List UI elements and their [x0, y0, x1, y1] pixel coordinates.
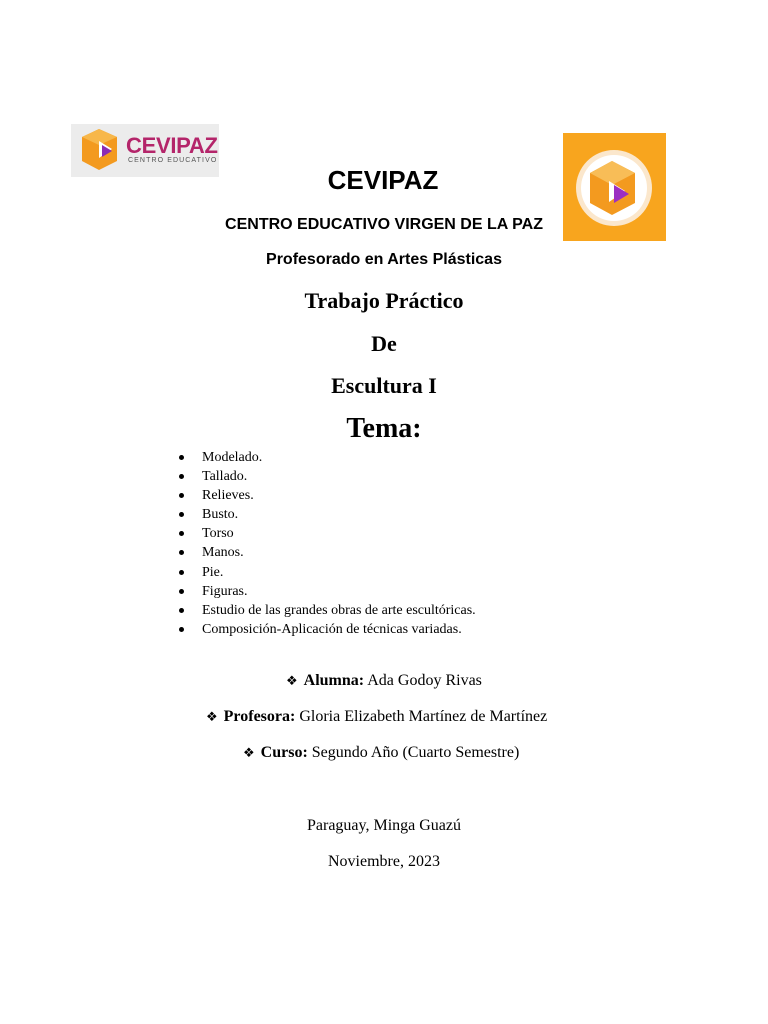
- bullet-icon: [179, 589, 184, 594]
- course-label: Curso:: [260, 744, 308, 761]
- topic-list: [176, 448, 676, 639]
- location-text: Paraguay, Minga Guazú: [306, 817, 462, 834]
- heading-trabajo-practico: Trabajo Práctico: [304, 288, 464, 313]
- list-item: [176, 620, 676, 639]
- diamond-bullet-icon: ❖: [243, 745, 255, 760]
- logo-subtitle-text: CENTRO EDUCATIVO: [128, 157, 218, 164]
- list-item: [176, 505, 676, 524]
- topic-heading: Tema:: [346, 413, 422, 444]
- bullet-icon: [179, 512, 184, 517]
- topic-text: Torso: [202, 526, 234, 542]
- topic-text: Manos.: [202, 545, 244, 561]
- page-title: CEVIPAZ: [327, 165, 439, 195]
- heading-subject: Escultura I: [331, 373, 437, 398]
- heading-de: De: [371, 331, 397, 356]
- cevipaz-cube-icon: [79, 127, 123, 173]
- institution-name: CENTRO EDUCATIVO VIRGEN DE LA PAZ: [225, 216, 543, 233]
- list-item: [176, 601, 676, 620]
- logo-brand-text: CEVIPAZ: [126, 133, 218, 158]
- list-item: [176, 563, 676, 582]
- date-text: Noviembre, 2023: [328, 853, 440, 870]
- bullet-icon: [179, 493, 184, 498]
- program-name: Profesorado en Artes Plásticas: [266, 251, 502, 268]
- bullet-icon: [179, 627, 184, 632]
- student-label: Alumna:: [303, 672, 365, 689]
- topic-text: Estudio de las grandes obras de arte escultóricas.: [202, 602, 476, 618]
- topic-text: Figuras.: [202, 583, 248, 599]
- list-item: [176, 543, 676, 562]
- bullet-icon: [179, 608, 184, 613]
- topic-text: Modelado.: [202, 450, 263, 465]
- student-line: [286, 672, 482, 690]
- bullet-icon: [179, 531, 184, 536]
- diamond-bullet-icon: ❖: [286, 673, 298, 688]
- bullet-icon: [179, 474, 184, 479]
- list-item: [176, 486, 676, 505]
- topic-text: Tallado.: [202, 469, 248, 485]
- course-value: Segundo Año (Cuarto Semestre): [311, 744, 520, 761]
- topic-text: Pie.: [202, 564, 224, 580]
- student-name: Ada Godoy Rivas: [367, 672, 482, 689]
- bullet-icon: [179, 550, 184, 555]
- bullet-icon: [179, 570, 184, 575]
- list-item: [176, 467, 676, 486]
- list-item: [176, 524, 676, 543]
- topic-text: Relieves.: [202, 488, 254, 504]
- course-line: [243, 744, 519, 762]
- cevipaz-logo-left: [71, 124, 219, 177]
- topic-text: Busto.: [202, 507, 239, 523]
- list-item: [176, 582, 676, 601]
- diamond-bullet-icon: ❖: [206, 709, 218, 724]
- teacher-label: Profesora:: [223, 708, 296, 725]
- bullet-icon: [179, 455, 184, 460]
- topic-text: Composición-Aplicación de técnicas variadas.: [202, 621, 462, 637]
- teacher-line: [206, 708, 547, 726]
- list-item: [176, 448, 676, 467]
- teacher-name: Gloria Elizabeth Martínez de Martínez: [299, 708, 548, 725]
